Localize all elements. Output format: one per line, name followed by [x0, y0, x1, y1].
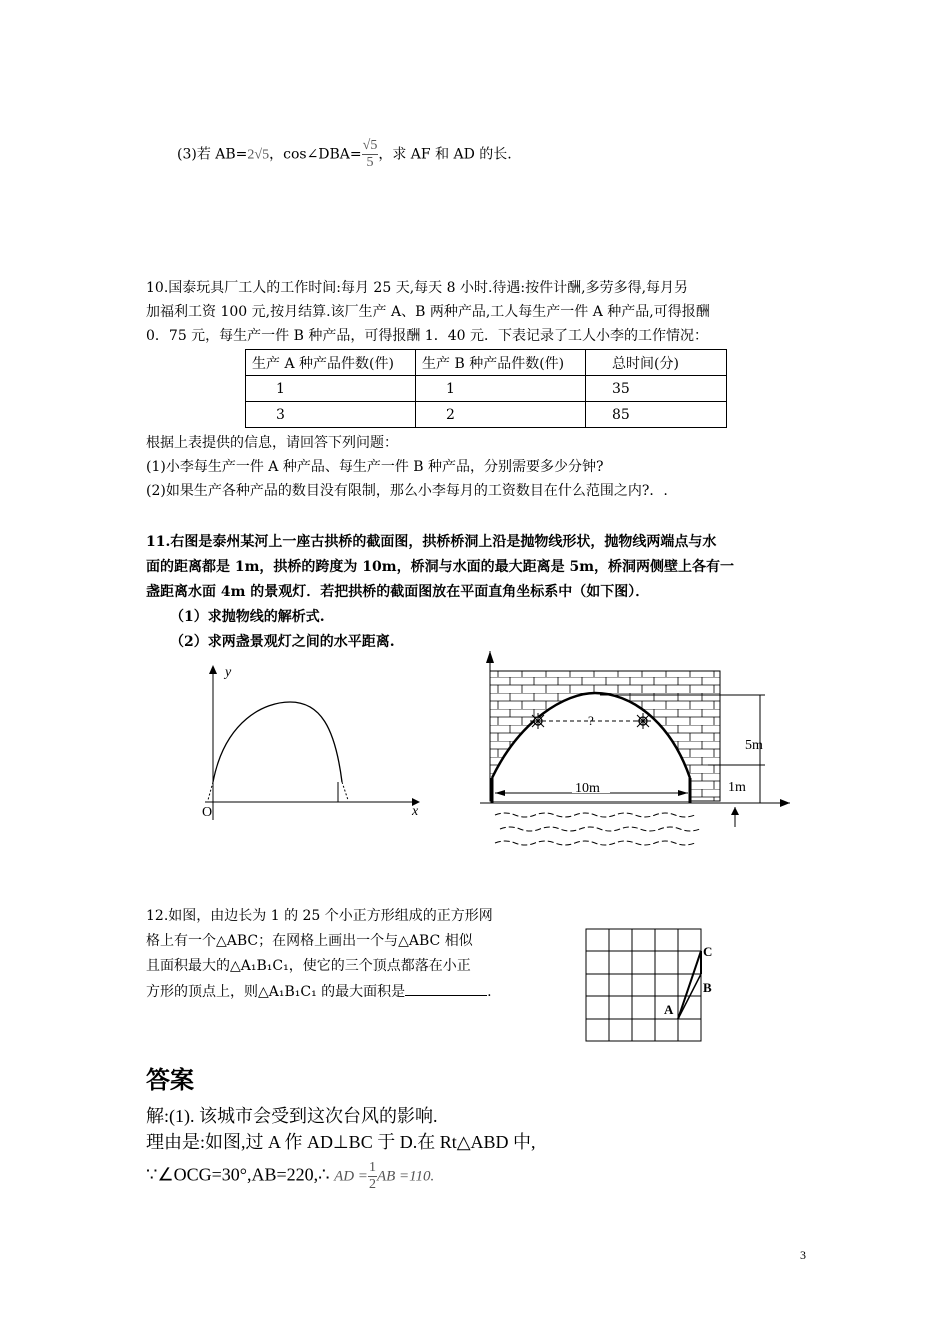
table-header-cell: 生产 A 种产品件数(件) [246, 350, 416, 376]
q10-table [245, 349, 727, 428]
water-wave [500, 827, 700, 831]
q9-cos-num: √5 [362, 138, 378, 153]
q11-question-2: （2）求两盏景观灯之间的水平距离. [170, 634, 395, 650]
answer-line3 [146, 1160, 434, 1193]
q9-cos-fraction [362, 138, 379, 171]
y-axis-label: y [225, 665, 232, 680]
page-number: 3 [800, 1248, 806, 1262]
q9-ab-value: 2√5 [247, 147, 270, 163]
q11-line3: 盏距离水面 4m 的景观灯．若把拱桥的截面图放在平面直角坐标系中（如下图）． [146, 584, 650, 600]
q12-line1: 12.如图，由边长为 1 的 25 个小正方形组成的正方形网 [146, 908, 493, 924]
label-10m: 10m [575, 781, 600, 796]
answer-line1: 解:(1). 该城市会受到这次台风的影响. [146, 1106, 438, 1126]
q10-question-2: (2)如果生产各种产品的数目没有限制，那么小李每月的工资数目在什么范围之内?．. [146, 483, 668, 499]
equation-left: AD = [334, 1168, 368, 1185]
table-row [246, 402, 727, 428]
vertex-a-label: A [664, 1002, 674, 1017]
vertex-c-label: C [703, 944, 713, 959]
table-cell: 1 [416, 376, 586, 402]
origin-label: O [202, 805, 213, 820]
parabola-curve [213, 702, 342, 782]
q9-part3-line [177, 138, 512, 171]
parabola-coordinate-figure [180, 662, 430, 827]
answer-line3-text: ∵∠OCG=30°,AB=220,∴ [146, 1164, 330, 1185]
table-cell: 1 [246, 376, 416, 402]
q9-suffix: ，求 AF 和 AD 的长. [378, 146, 512, 163]
lower-up-arrow-icon [731, 807, 739, 815]
y-axis-arrow-icon [209, 665, 217, 674]
right-arrow-icon [780, 799, 790, 807]
label-5m: 5m [745, 738, 763, 753]
q9-cos-den: 5 [366, 155, 374, 170]
equation-fraction [368, 1160, 377, 1193]
water-wave [495, 813, 695, 817]
q12-line3: 且面积最大的△A₁B₁C₁，使它的三个顶点都落在小正 [146, 958, 471, 974]
answer-heading: 答案 [146, 1066, 194, 1094]
q12-line4-end: . [487, 984, 492, 1000]
right-dashed-end [342, 782, 348, 800]
q9-prefix: (3)若 AB= [177, 146, 248, 163]
answer-blank[interactable] [405, 979, 487, 996]
left-dashed-end [208, 782, 213, 800]
triangle-side-ac [678, 951, 701, 1019]
q12-line2: 格上有一个△ABC；在网格上画出一个与△ABC 相似 [146, 933, 473, 949]
table-header-cell: 生产 B 种产品件数(件) [416, 350, 586, 376]
similar-triangle-grid [583, 926, 723, 1044]
table-cell: 2 [416, 402, 586, 428]
x-axis-label: x [412, 804, 419, 819]
q11-line2: 面的距离都是 1m，拱桥的跨度为 10m，桥洞与水面的最大距离是 5m，桥洞两侧壁上各有一 [146, 559, 735, 575]
q12-line4 [146, 979, 492, 1004]
table-cell: 35 [586, 376, 727, 402]
q10-line3: 0．75 元，每生产一件 B 种产品，可得报酬 1．40 元．下表记录了工人小李的工作情况： [146, 328, 708, 344]
table-header-row [246, 350, 727, 376]
vertex-b-label: B [703, 980, 712, 995]
question-mark-label: ? [588, 713, 594, 728]
water-wave [495, 841, 695, 845]
label-1m: 1m [728, 780, 746, 795]
q11-line1: 11.右图是泰州某河上一座古拱桥的截面图，拱桥桥洞上沿是抛物线形状，抛物线两端点与水 [146, 534, 717, 550]
q10-after: 根据上表提供的信息，请回答下列问题： [146, 435, 398, 451]
right-lamp-icon [635, 713, 651, 729]
arch-bridge-figure [480, 645, 800, 855]
q12-line4-text: 方形的顶点上，则△A₁B₁C₁ 的最大面积是 [146, 984, 406, 1000]
equation-num: 1 [368, 1160, 376, 1175]
square-grid [586, 929, 701, 1041]
q10-line2: 加福利工资 100 元,按月结算.该厂生产 A、B 两种产品,工人每生产一件 A 种产品,可得报酬 [146, 304, 710, 320]
left-lamp-icon [530, 713, 546, 729]
table-header-cell: 总时间(分) [586, 350, 727, 376]
answer-line2: 理由是:如图,过 A 作 AD⊥BC 于 D.在 Rt△ABD 中, [146, 1132, 536, 1152]
up-arrow-icon [486, 651, 494, 663]
q10-question-1: (1)小李每生产一件 A 种产品、每生产一件 B 种产品，分别需要多少分钟? [146, 459, 604, 475]
table-row [246, 376, 727, 402]
table-cell: 3 [246, 402, 416, 428]
q10-line1: 10.国泰玩具厂工人的工作时间:每月 25 天,每天 8 小时.待遇:按件计酬,多劳多得,每月另 [146, 280, 689, 296]
table-cell: 85 [586, 402, 727, 428]
q9-middle: ，cos∠DBA= [269, 146, 362, 163]
equation-right: AB =110. [376, 1168, 435, 1185]
equation-den: 2 [368, 1177, 376, 1192]
q11-question-1: （1）求抛物线的解析式. [170, 609, 325, 625]
